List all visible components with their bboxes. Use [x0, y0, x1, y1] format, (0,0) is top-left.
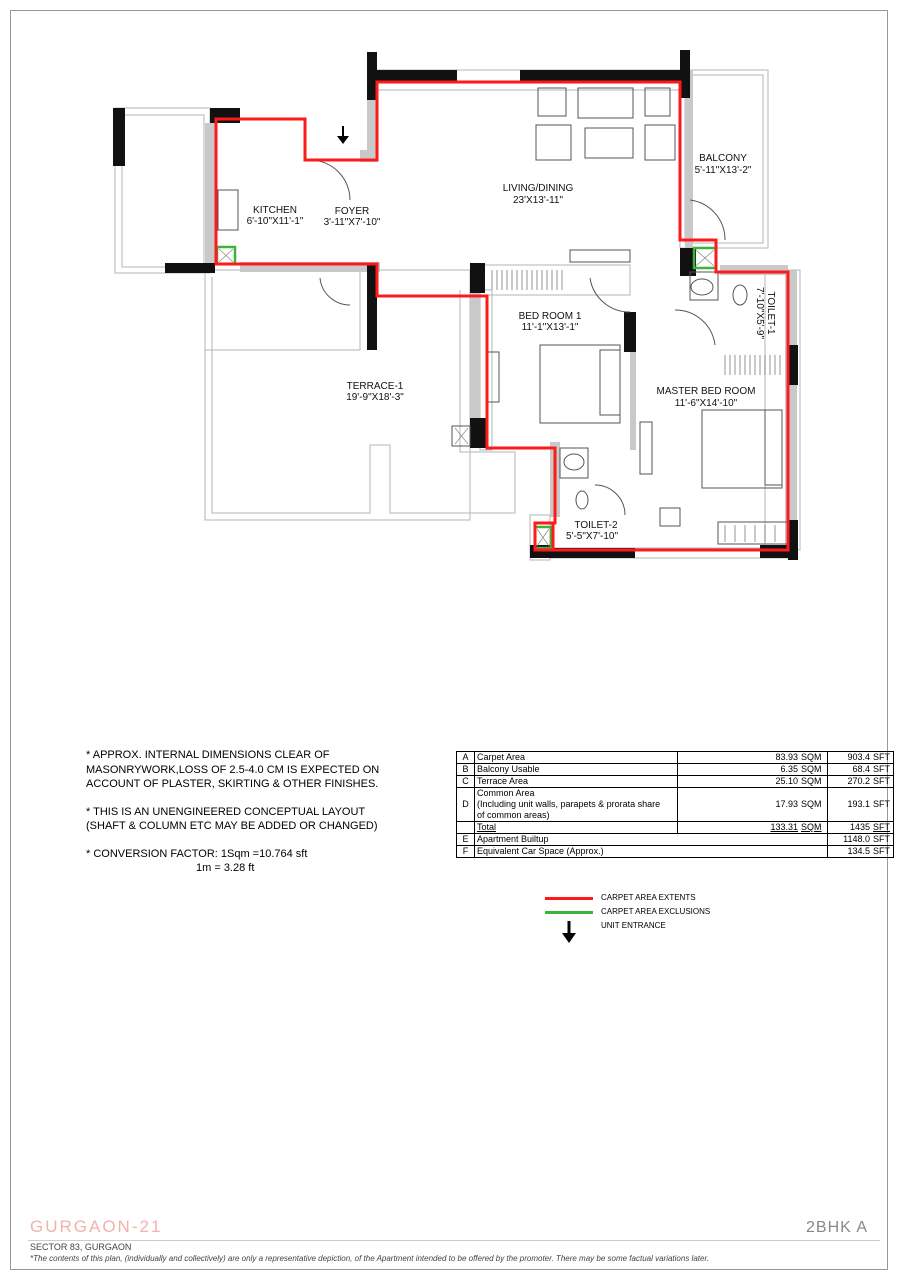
- terrace-name: TERRACE-1: [346, 381, 404, 392]
- master-bedroom-size: 11'-6"X14'-10": [674, 398, 738, 409]
- legend-red-line: [545, 897, 593, 900]
- table-row: C Terrace Area 25.10 SQM 270.2 SFT: [457, 776, 894, 788]
- area-table: [456, 751, 894, 858]
- grey-walls: [205, 70, 797, 545]
- carpet-area-exclusions: [217, 247, 716, 548]
- note-conceptual: * THIS IS AN UNENGINEERED CONCEPTUAL LAYOUT (SHAFT & COLUMN ETC MAY BE ADDED OR CHANGED): [86, 805, 378, 832]
- balcony-name: BALCONY: [699, 153, 747, 164]
- foyer-name: FOYER: [334, 206, 370, 217]
- unit-type: 2BHK A: [806, 1219, 869, 1236]
- living-name: LIVING/DINING: [502, 183, 574, 194]
- toilet1-name: TOILET-1: [765, 291, 776, 335]
- foyer-size: 3'-11"X7'-10": [323, 217, 381, 228]
- living-size: 23'X13'-11": [513, 195, 563, 206]
- plan-notes: [86, 748, 386, 889]
- kitchen-size: 6'-10"X11'-1": [246, 216, 304, 227]
- disclaimer: *The contents of this plan, (individually and collectively) are only a representative depiction, of the Apartment intended to be offered by the promoter. There may be some factual variations later.: [30, 1254, 710, 1263]
- note-conversion: * CONVERSION FACTOR: 1Sqm =10.764 sft 1m = 3.28 ft: [86, 847, 308, 874]
- footer-divider: [28, 1240, 880, 1241]
- bedroom1-size: 11'-1"X13'-1": [521, 322, 579, 333]
- kitchen-name: KITCHEN: [253, 205, 297, 216]
- toilet2-name: TOILET-2: [574, 520, 618, 531]
- table-row: F Equivalent Car Space (Approx.) 134.5 SFT: [457, 846, 894, 858]
- wall-outlines: [115, 70, 800, 560]
- terrace-size: 19'-9"X18'-3": [346, 392, 404, 403]
- toilet2-size: 5'-5"X7'-10": [565, 531, 619, 542]
- table-row: A Carpet Area 83.93 SQM 903.4 SFT: [457, 752, 894, 764]
- table-row: B Balcony Usable 6.35 SQM 68.4 SFT: [457, 764, 894, 776]
- brand-logo: GURGAON-21: [30, 1217, 163, 1236]
- table-row: Total 133.31 SQM 1435 SFT: [457, 822, 894, 834]
- legend-green-line: [545, 911, 593, 914]
- table-row: E Apartment Builtup 1148.0 SFT: [457, 834, 894, 846]
- arrow-down-icon: [561, 921, 577, 945]
- unit-entrance-icon: [337, 126, 349, 144]
- bedroom1-name: BED ROOM 1: [518, 311, 582, 322]
- balcony-size: 5'-11"X13'-2": [694, 165, 752, 176]
- toilet1-size: 7'-10"X5'-9": [754, 286, 765, 340]
- table-row: D Common Area (Including unit walls, parapets & prorata share of common areas) 17.93 SQM 193.1 SFT: [457, 788, 894, 822]
- master-bedroom-name: MASTER BED ROOM: [656, 386, 756, 397]
- shaft-crosses: [219, 249, 714, 546]
- location: SECTOR 83, GURGAON: [30, 1242, 132, 1252]
- floor-plan: [0, 0, 900, 600]
- note-dimensions: * APPROX. INTERNAL DIMENSIONS CLEAR OF MASONRYWORK,LOSS OF 2.5-4.0 CM IS EXPECTED ON ACCOUNT OF PLASTER, SKIRTING & OTHER FINISHES.: [86, 749, 380, 790]
